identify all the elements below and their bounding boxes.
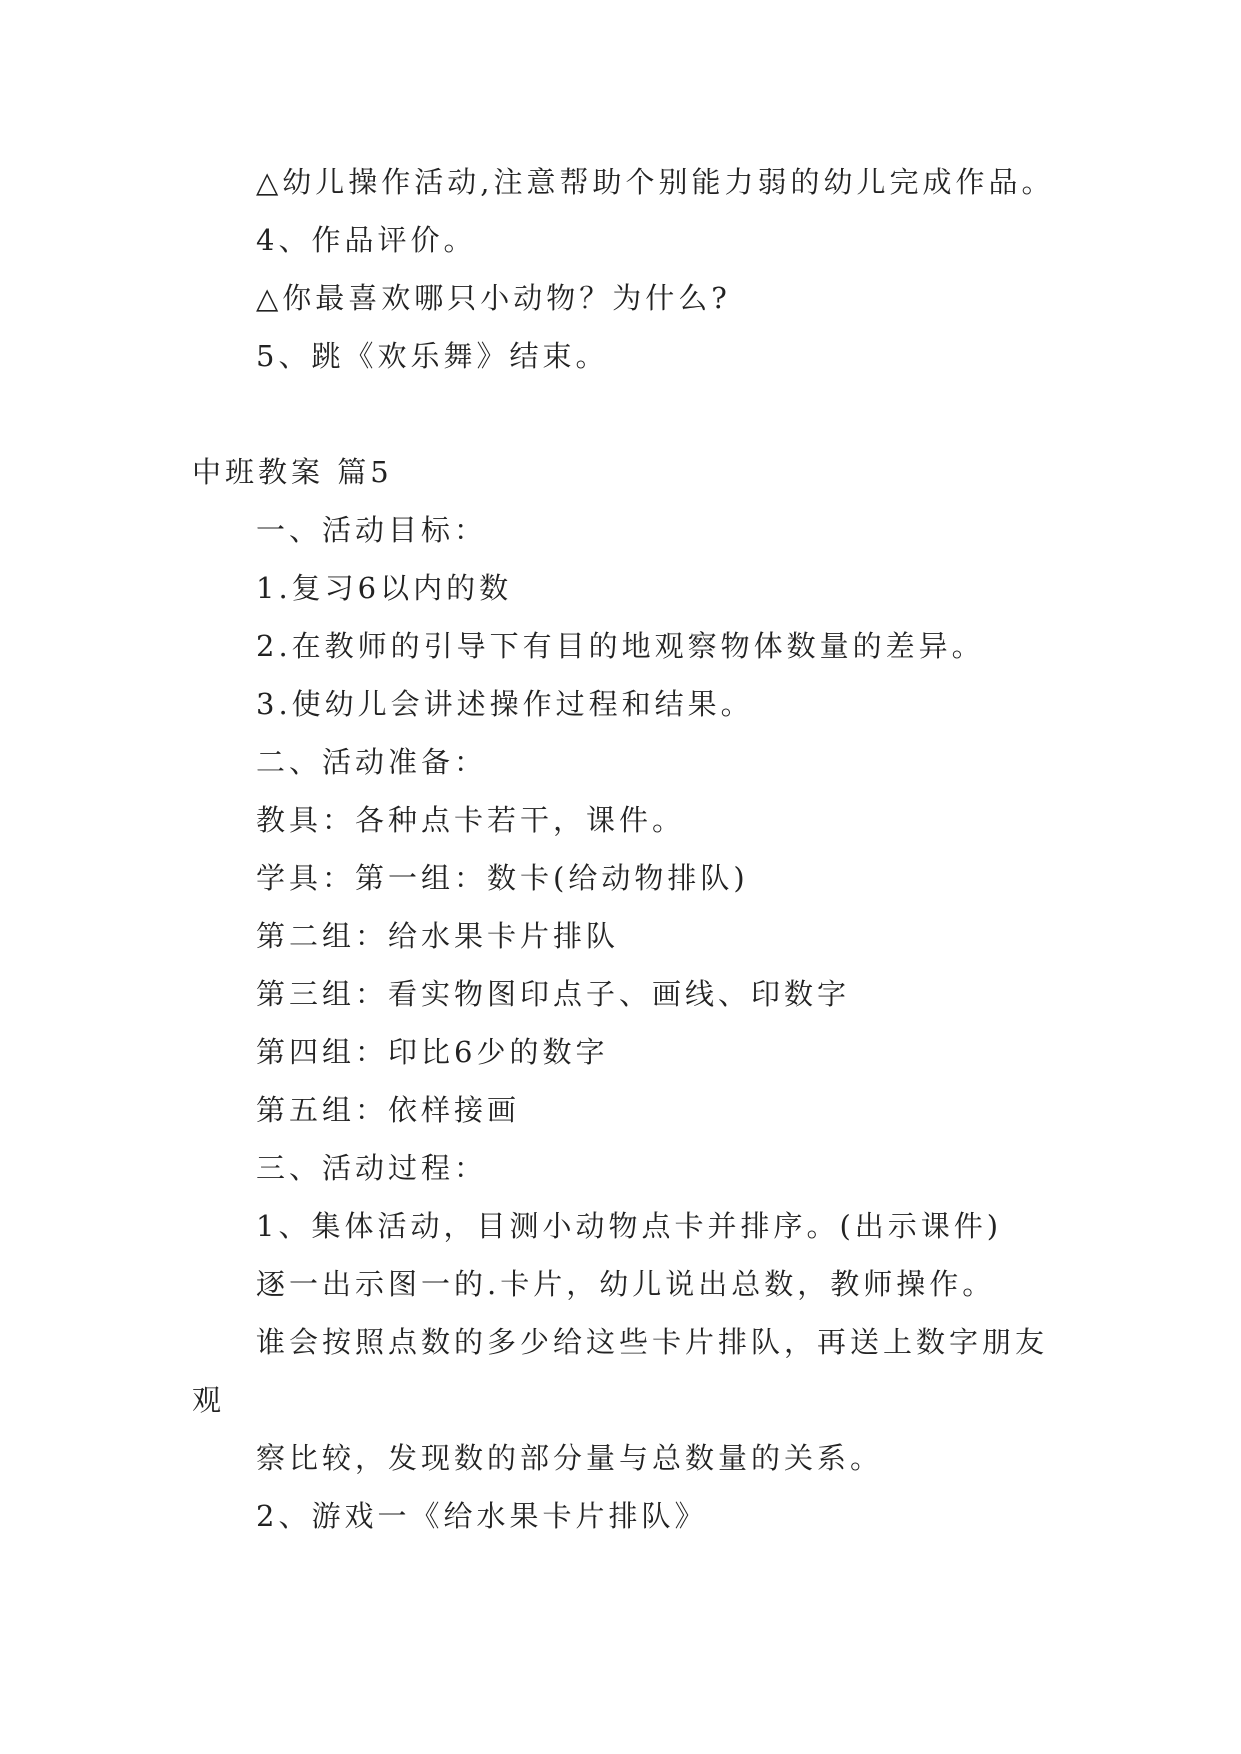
paragraph-line: 第五组：依样接画 (256, 1093, 521, 1127)
paragraph-line: 4、作品评价。 (256, 223, 477, 257)
paragraph-line: 第二组：给水果卡片排队 (256, 919, 620, 953)
list-item: 1.复习6以内的数 (256, 571, 513, 605)
paragraph-line: 观 (192, 1383, 226, 1417)
section-heading: 三、活动过程： (256, 1151, 488, 1185)
section-heading: 二、活动准备： (256, 745, 488, 779)
paragraph-line: △你最喜欢哪只小动物？为什么? (256, 281, 731, 315)
paragraph-line: 第三组：看实物图印点子、画线、印数字 (256, 977, 851, 1011)
paragraph-line: 第四组：印比6少的数字 (256, 1035, 609, 1069)
paragraph-line: 逐一出示图一的.卡片，幼儿说出总数，教师操作。 (256, 1267, 996, 1301)
paragraph-line: △幼儿操作活动,注意帮助个别能力弱的幼儿完成作品。 (256, 165, 1055, 199)
list-item: 2、游戏一《给水果卡片排队》 (256, 1499, 708, 1533)
list-item: 1、集体活动，目测小动物点卡并排序。(出示课件) (256, 1209, 1003, 1243)
section-heading: 一、活动目标： (256, 513, 488, 547)
section-title: 中班教案 篇5 (192, 455, 393, 489)
paragraph-line: 教具：各种点卡若干，课件。 (256, 803, 686, 837)
paragraph-line: 察比较，发现数的部分量与总数量的关系。 (256, 1441, 884, 1475)
list-item: 3.使幼儿会讲述操作过程和结果。 (256, 687, 754, 721)
paragraph-line: 5、跳《欢乐舞》结束。 (256, 339, 609, 373)
paragraph-line: 学具：第一组：数卡(给动物排队) (256, 861, 749, 895)
list-item: 2.在教师的引导下有目的地观察物体数量的差异。 (256, 629, 985, 663)
paragraph-line: 谁会按照点数的多少给这些卡片排队，再送上数字朋友 (256, 1325, 1049, 1359)
